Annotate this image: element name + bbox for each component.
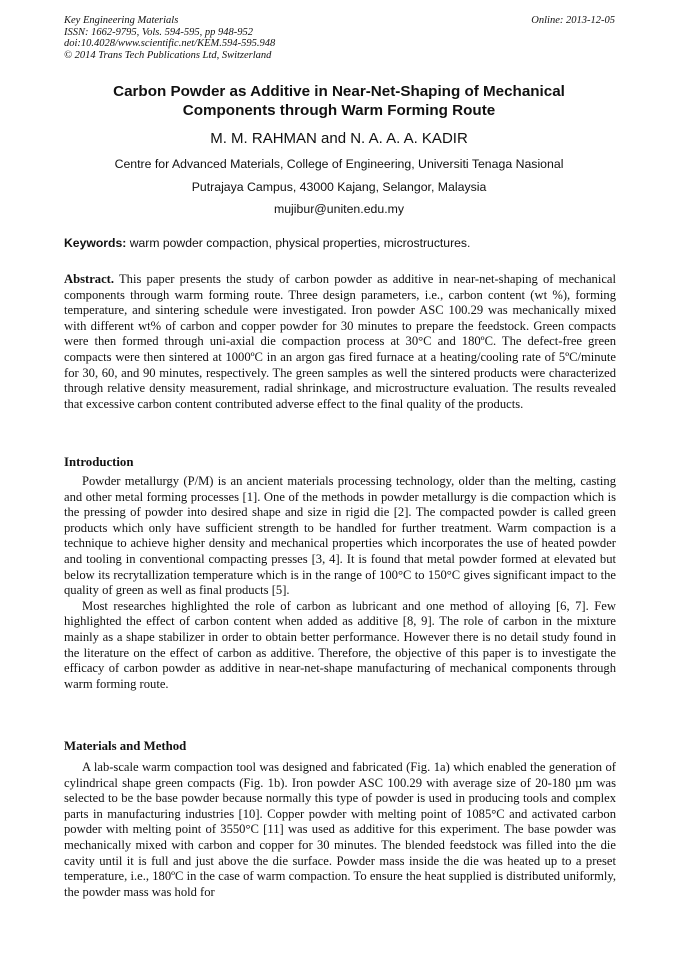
authors: M. M. RAHMAN and N. A. A. A. KADIR: [210, 130, 468, 147]
title-line-2: Components through Warm Forming Route: [182, 102, 496, 119]
journal-header: [64, 15, 275, 61]
online-date: Online: 2013-12-05: [531, 15, 615, 26]
keywords-label: Keywords:: [64, 236, 127, 250]
methods-paragraph-1: A lab-scale warm compaction tool was designed and fabricated (Fig. 1a) which enabled the generation of cylindrical shape green compacts (Fig. 1b). Iron powder ASC 100.29 with average size of 20-180 µm was selected to be the base powder because normally this type of powder is used in producing tools and complex parts in manufacturing industries [10]. Copper powder with melting point of 1085°C and activated carbon powder with melting point of 3550°C [11] was used as additive for this experiment. The base powder was mechanically mixed with carbon and copper for 30 minutes. The blended feedstock was filled into the die cavity until it is full and just above the die surface. Powder mass inside the die was heated up to a preset temperature, i.e., 180ºC in the case of warm compaction. To ensure the heat supplied is distributed uniformly, the powder mass was hold for: [64, 760, 616, 899]
journal-name: Key Engineering Materials: [64, 15, 179, 26]
methods-heading: Materials and Method: [64, 739, 187, 753]
author-email: mujibur@uniten.edu.my: [273, 202, 405, 216]
keywords-text: warm powder compaction, physical properties, microstructures.: [129, 236, 471, 250]
introduction-heading: Introduction: [64, 455, 134, 469]
introduction-body: [64, 474, 616, 692]
doi-line: doi:10.4028/www.scientific.net/KEM.594-595.948: [64, 38, 276, 50]
intro-paragraph-1: Powder metallurgy (P/M) is an ancient materials processing technology, older than the melting, casting and other metal forming processes [1]. One of the methods in powder metallurgy is die compaction which is the pressing of powder into desired shape and size in rigid die [2]. The compacted powder is called green products which only have sufficient strength to be handled for further treatment. Warm compaction is a technique to achieve higher density and mechanical properties which incorporates the use of heated powder and tooling in conventional compacting presses [3, 4]. It is found that metal powder formed at elevated but below its recrytallization temperature which is in the range of 100°C to 150°C gives significant impact to the quality of green as well as final products [5].: [64, 474, 616, 598]
abstract-text: This paper presents the study of carbon powder as additive in near-net-shaping of mechanical components through warm forming route. Three design parameters, i.e., carbon content (wt %), forming temperature, and sintering schedule were investigated. Iron powder ASC 100.29 was mechanically mixed with different wt% of carbon and copper powder for 30 minutes to prepare the feedstock. Green compacts were then formed through uni-axial die compaction process at 30°C and 180ºC. The defect-free green compacts were then sintered at 1000ºC in an argon gas fired furnace at a heating/cooling rate of 5ºC/minute for 30, 60, and 90 minutes, respectively. The green samples as well the sintered products were characterized through relative density measurement, radial shrinkage, and microstructure evaluation. The results revealed that excessive carbon content contributed adverse effect to the final quality of the products.: [64, 272, 617, 411]
issn-line: ISSN: 1662-9795, Vols. 594-595, pp 948-952: [64, 26, 253, 38]
paper-title: [64, 82, 614, 120]
affiliation-line-1: Centre for Advanced Materials, College of Engineering, Universiti Tenaga Nasional: [114, 157, 564, 171]
affiliation-line-2: Putrajaya Campus, 43000 Kajang, Selangor, Malaysia: [191, 180, 487, 194]
title-line-1: Carbon Powder as Additive in Near-Net-Shaping of Mechanical: [113, 83, 565, 100]
abstract: [64, 272, 616, 412]
intro-paragraph-2: Most researches highlighted the role of carbon as lubricant and one method of alloying [6, 7]. Few highlighted the effect of carbon content when added as additive [8, 9]. The role of carbon in the mixture mainly as a shape stabilizer in order to obtain better performance. However there is no detail study found in the literature on the effect of carbon as additive. Therefore, the objective of this paper is to investigate the efficacy of carbon powder as additive in near-net-shape manufacturing of mechanical components through warm forming route.: [64, 598, 616, 691]
copyright-line: © 2014 Trans Tech Publications Ltd, Switzerland: [64, 49, 272, 61]
keywords: [64, 236, 616, 250]
abstract-label: Abstract.: [64, 272, 115, 286]
methods-body: [64, 760, 616, 900]
